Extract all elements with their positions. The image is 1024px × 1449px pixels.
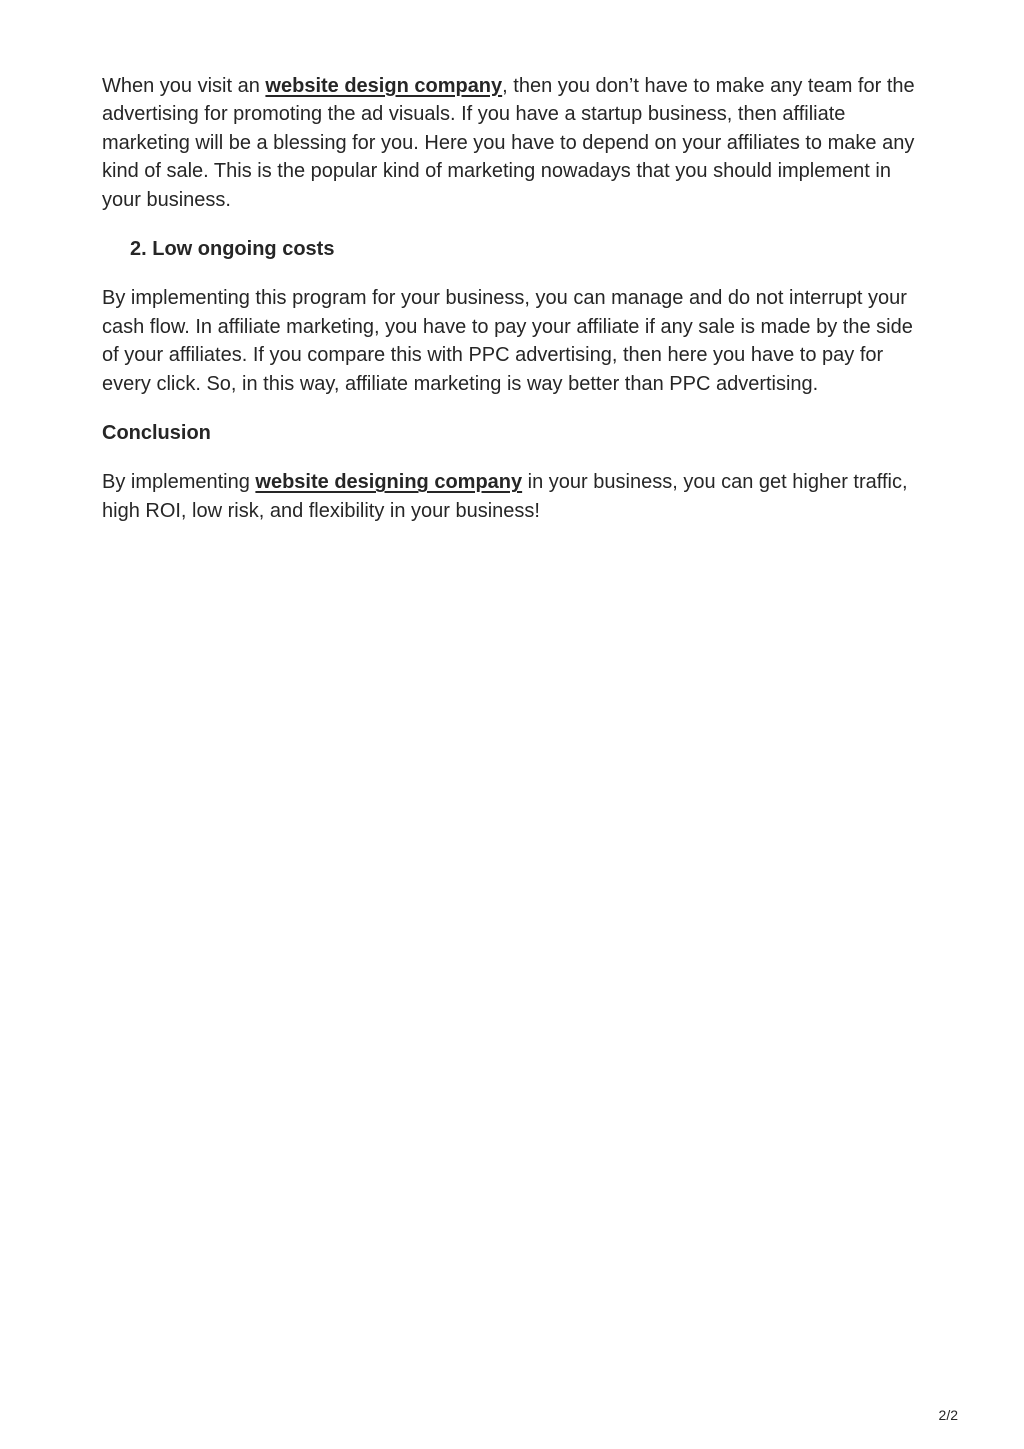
paragraph-low-costs: By implementing this program for your business, you can manage and do not interrupt your cash flow. In affiliate marketing, you have to pay your affiliate if any sale is made by the side of your affiliates. If you compare this with PPC advertising, then here you have to pay for every click. So, in this way, affiliate marketing is way better than PPC advertising. (102, 287, 913, 395)
website-design-company-link[interactable]: website design company (265, 75, 503, 97)
page-number: 2/2 (938, 1407, 958, 1423)
paragraph-text: By implementing (102, 471, 256, 494)
paragraph-text: , then you don’t have to make any team for the advertising for promoting the ad visuals. If you have a startup business, then affiliate marketing will be a blessing for you. Here you have to depend on your affiliates to make any kind of sale. This is the popular kind of marketing nowadays that you should implement in your business. (102, 75, 915, 211)
website-designing-company-link[interactable]: website designing company (255, 471, 523, 494)
paragraph-text: When you visit an (102, 75, 266, 97)
paragraph-text: in your business, you can get higher traffic, high ROI, low risk, and flexibility in your business! (102, 471, 908, 522)
section-heading-conclusion: Conclusion (102, 422, 211, 445)
paragraph-conclusion (102, 468, 932, 525)
document-body (102, 72, 932, 525)
section-heading-low-ongoing-costs: 2. Low ongoing costs (130, 238, 335, 261)
paragraph-affiliate-intro (102, 72, 932, 214)
